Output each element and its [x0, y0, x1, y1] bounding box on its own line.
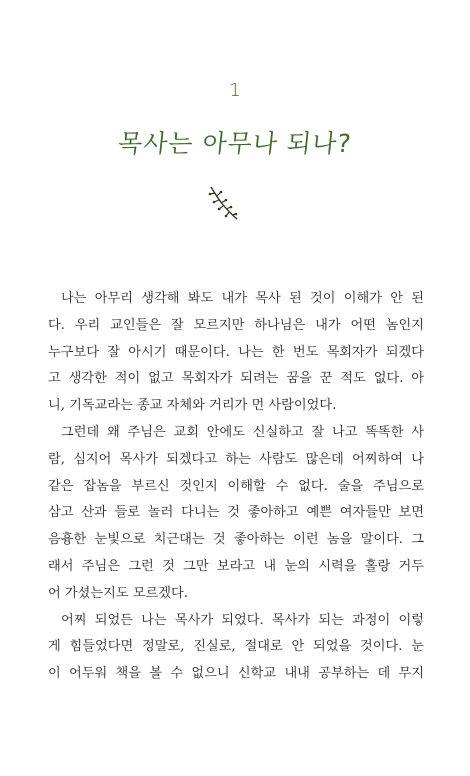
text-line: 그런데 왜 주님은 교회 안에도 신실하고 잘 나고 똑똑한 사 [61, 424, 424, 440]
text-line: 누구보다 잘 아시기 때문이다. 나는 한 번도 목회자가 되겠다 [48, 344, 424, 360]
text-line: 게 힘들었다면 정말로, 진실로, 절대로 안 되었을 것이다. 눈 [48, 639, 424, 655]
text-line: 다. 우리 교인들은 잘 모르지만 하나님은 내가 어떤 놈인지 [48, 317, 424, 333]
text-line: 이 어두워 책을 볼 수 없으니 신학교 내내 공부하는 데 무지 [48, 666, 424, 682]
chapter-title: 목사는 아무나 되나? [116, 129, 354, 158]
text-line: 니, 기독교라는 종교 자체와 거리가 먼 사람이었다. [48, 398, 337, 414]
text-line: 어찌 되었든 나는 목사가 되었다. 목사가 되는 과정이 이렇 [61, 612, 424, 628]
paragraph-3 [48, 608, 424, 688]
leaf-sprig-icon [205, 183, 241, 223]
text-line: 어 가셨는지도 모르겠다. [48, 585, 188, 601]
text-line: 삼고 산과 들로 놀러 다니는 것 좋아하고 예쁜 여자들만 보면 [48, 505, 424, 521]
text-line: 래서 주님은 그런 것 그만 보라고 내 눈의 시력을 홀랑 거두 [48, 558, 424, 574]
text-line: 같은 잡놈을 부르신 것인지 이해할 수 없다. 술을 주님으로 [48, 478, 424, 494]
paragraph-2 [48, 420, 424, 608]
text-line: 음흉한 눈빛으로 치근대는 것 좋아하는 이런 놈을 말이다. 그 [48, 532, 424, 548]
paragraph-1 [48, 286, 424, 420]
text-line: 나는 아무리 생각해 봐도 내가 목사 된 것이 이해가 안 된 [61, 291, 424, 306]
chapter-number: 1 [229, 80, 241, 101]
body-text [48, 286, 424, 688]
text-line: 고 생각한 적이 없고 목회자가 되려는 꿈을 꾼 적도 없다. 아 [48, 371, 424, 387]
text-line: 람, 심지어 목사가 되겠다고 하는 사람도 많은데 어찌하여 나 [48, 451, 424, 467]
